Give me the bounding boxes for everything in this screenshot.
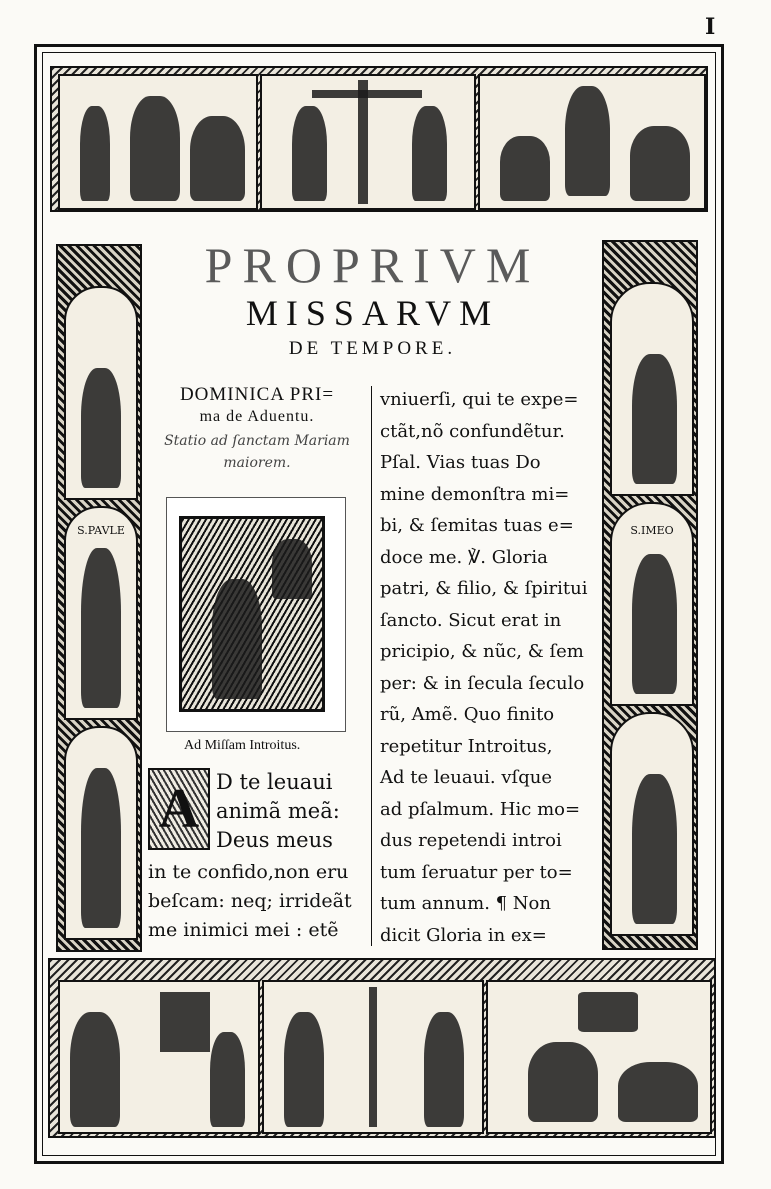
woodcut-panel-jonah <box>486 980 712 1134</box>
text-line: D te leuaui <box>216 770 333 794</box>
text-line: bi, & ſemitas tuas e= <box>380 515 574 536</box>
top-woodcut-frieze <box>50 66 708 212</box>
left-column <box>147 384 367 472</box>
woodcut-panel-resurrection <box>478 74 706 210</box>
text-line: ad pſalmum. Hic mo= <box>380 798 581 820</box>
text-line: Pſal. Vias tuas Do <box>380 452 541 473</box>
woodcut-image <box>179 516 325 712</box>
pillar-panel-ascension <box>610 282 694 496</box>
text-line: doce me. ℣. Gloria <box>380 546 548 568</box>
annunciation-woodcut <box>166 497 346 732</box>
text-line: Ad te leuaui. vſque <box>380 767 552 788</box>
text-line: per: & in ſecula ſeculo <box>380 672 585 694</box>
text-line: ſancto. Sicut erat in <box>380 609 562 631</box>
text-line: animã meã: <box>216 799 340 823</box>
initial-letter: A <box>158 778 200 840</box>
pillar-panel-pentecost <box>64 286 138 500</box>
text-line: in te confido,non eru <box>148 861 349 883</box>
statio-line-1: Statio ad ſanctam Mariam <box>164 433 350 449</box>
right-pillar-woodcut <box>602 240 698 950</box>
column-divider <box>371 386 372 946</box>
text-line: tum ſeruatur per to= <box>380 861 573 883</box>
page-section-title: DE TEMPORE. <box>288 338 457 359</box>
woodcut-panel-left <box>58 74 258 210</box>
page-subtitle: MISSARVM <box>245 293 500 333</box>
pillar-panel-saint-paul <box>64 506 138 720</box>
pillar-panel-martyrdom <box>610 712 694 936</box>
left-pillar-woodcut <box>56 244 142 952</box>
pillar-panel-simeon <box>610 502 694 706</box>
introit-label: Ad Miſſam Introitus. <box>184 738 301 753</box>
woodcut-panel-crucifixion <box>260 74 476 210</box>
page-number: I <box>705 14 716 40</box>
pillar-label-saint-right: S.IMEO <box>630 524 674 537</box>
statio-line-2: maiorem. <box>223 455 291 471</box>
text-line: dus repetendi introi <box>380 830 562 851</box>
woodcut-panel-city <box>58 980 260 1134</box>
text-line: patri, & filio, & ſpiritui <box>380 578 588 599</box>
page-title: PROPRIVM <box>204 237 541 293</box>
text-line: vniuerſi, qui te expe= <box>380 389 579 410</box>
right-column <box>380 384 602 951</box>
text-line: tum annum. ¶ Non <box>380 893 551 914</box>
introit-text-top <box>216 768 366 855</box>
bottom-woodcut-frieze <box>48 958 716 1138</box>
text-line: me inimici mei : etẽ <box>148 919 339 941</box>
text-line: mine demonſtra mi= <box>380 483 570 505</box>
text-line: repetitur Introitus, <box>380 735 553 757</box>
woodcut-panel-brazen-serpent <box>262 980 484 1134</box>
feast-heading-2: ma de Aduentu. <box>199 408 315 425</box>
introit-text-bottom <box>148 858 368 945</box>
text-line: beſcam: neq; irrideãt <box>148 890 352 912</box>
text-line: pricipio, & nũc, & ſem <box>380 641 584 662</box>
text-line: dicit Gloria in ex= <box>380 924 547 946</box>
text-line: ctãt,nõ confundẽtur. <box>380 420 565 442</box>
feast-heading-1: DOMINICA PRI= <box>179 384 335 405</box>
decorated-initial <box>148 768 210 850</box>
text-line: Deus meus <box>216 828 333 852</box>
pillar-panel-bottom <box>64 726 138 940</box>
pillar-label-saint: S.PAVLE <box>77 524 125 537</box>
text-line: rũ, Amẽ. Quo finito <box>380 704 555 725</box>
